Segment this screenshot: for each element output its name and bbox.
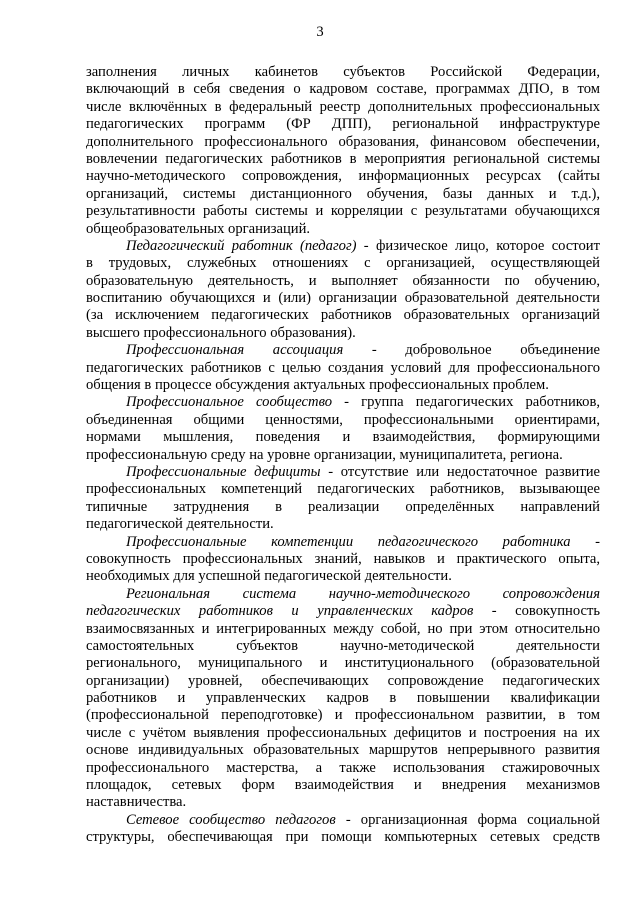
defined-term: Профессиональные дефициты <box>126 463 321 480</box>
text-line <box>86 134 600 151</box>
line-text: результативности работы системы и корреляции с результатами обучающихся <box>86 203 600 220</box>
line-text: (профессиональной переподготовке) и профессиональном развитии, в том <box>86 707 600 724</box>
line-text: структуры, обеспечивающая при помощи компьютерных сетевых средств <box>86 829 600 846</box>
line-text: совокупность профессиональных знаний, навыков и практического опыта, <box>86 550 600 567</box>
text-line <box>86 481 600 498</box>
line-text: взаимосвязанных и интегрированных между собой, но при этом относительно <box>86 620 600 637</box>
line-text: наставничества. <box>86 794 187 811</box>
line-text: в трудовых, служебных отношениях с организацией, осуществляющей <box>86 255 600 272</box>
text-line <box>86 742 600 759</box>
text-line <box>86 447 600 464</box>
defined-term: Педагогический работник (педагог) <box>126 237 357 254</box>
defined-term: педагогических работников и управленческих кадров <box>86 603 474 620</box>
text-line <box>86 360 600 377</box>
text-line <box>86 116 600 133</box>
text-line <box>86 186 600 203</box>
text-line <box>86 499 600 516</box>
paragraph <box>86 586 600 812</box>
line-text: педагогических программ (ФР ДПП), региональной инфраструктуре <box>86 116 600 133</box>
text-line <box>86 603 600 620</box>
paragraph <box>86 64 600 238</box>
defined-term: Профессиональная ассоциация <box>126 342 344 359</box>
text-line <box>86 394 600 411</box>
defined-term: Профессиональные компетенции педагогического работника <box>126 533 571 550</box>
line-text: - физическое лицо, которое состоит <box>356 237 600 254</box>
line-text: включающий в себя сведения о кадровом составе, программах ДПО, в том <box>86 81 600 98</box>
text-line <box>86 725 600 742</box>
line-text: - организационная форма социальной <box>335 811 600 828</box>
paragraph <box>86 534 600 586</box>
line-text: профессиональную среду на уровне организации, муниципалитета, региона. <box>86 446 563 463</box>
text-line <box>86 168 600 185</box>
text-line <box>86 429 600 446</box>
text-line <box>86 534 600 551</box>
text-line <box>86 655 600 672</box>
text-line <box>86 568 600 585</box>
line-text: заполнения личных кабинетов субъектов Российской Федерации, <box>86 64 600 80</box>
line-text: объединенная общими ценностями, профессиональными ориентирами, <box>86 411 600 428</box>
line-text: научно-методического сопровождения, информационных ресурсах (сайты <box>86 168 600 185</box>
line-text: организации) уровней, обеспечивающих сопровождение педагогических <box>86 672 600 689</box>
defined-term: Сетевое сообщество педагогов <box>126 811 336 828</box>
line-text: основе индивидуальных образовательных маршрутов непрерывного развития <box>86 742 600 759</box>
text-line <box>86 221 600 238</box>
text-line <box>86 586 600 603</box>
line-text: педагогической деятельности. <box>86 516 274 533</box>
line-text: площадок, сетевых форм взаимодействия и внедрения механизмов <box>86 777 600 794</box>
paragraph <box>86 394 600 464</box>
line-text: профессиональных компетенций педагогических работников, вызывающее <box>86 481 600 498</box>
text-line <box>86 412 600 429</box>
text-line <box>86 516 600 533</box>
text-line <box>86 464 600 481</box>
text-line <box>86 760 600 777</box>
text-line <box>86 638 600 655</box>
line-text: - группа педагогических работников, <box>332 394 600 411</box>
line-text: вовлечении педагогических работников в мероприятия региональной системы <box>86 150 600 167</box>
text-line <box>86 829 600 846</box>
defined-term: Региональная система научно-методического сопровождения <box>126 585 600 602</box>
line-text: - добровольное объединение <box>343 342 600 359</box>
line-text: организаций, системы дистанционного обучения, базы данных и т.д.), <box>86 185 600 202</box>
line-text: общеобразовательных организаций. <box>86 220 311 237</box>
text-line <box>86 99 600 116</box>
text-line <box>86 812 600 829</box>
text-line <box>86 707 600 724</box>
text-line <box>86 238 600 255</box>
paragraph <box>86 812 600 847</box>
paragraph <box>86 238 600 342</box>
line-text: воспитанию обучающихся и (или) организации образовательной деятельности <box>86 290 600 307</box>
line-text: общения в процессе обсуждения актуальных профессиональных проблем. <box>86 377 549 394</box>
line-text: - отсутствие или недостаточное развитие <box>320 463 600 480</box>
defined-term: Профессиональное сообщество <box>126 394 333 411</box>
line-text: числе с учётом выявления профессиональных дефицитов и построения на их <box>86 724 600 741</box>
text-line <box>86 81 600 98</box>
text-line <box>86 673 600 690</box>
line-text: необходимых для успешной педагогической деятельности. <box>86 568 452 585</box>
text-line <box>86 777 600 794</box>
text-line <box>86 203 600 220</box>
line-text: самостоятельных субъектов научно-методической деятельности <box>86 637 600 654</box>
line-text: (за исключением педагогических работников образовательных организаций <box>86 307 600 324</box>
text-line <box>86 273 600 290</box>
text-line <box>86 377 600 394</box>
text-line <box>86 325 600 342</box>
line-text: дополнительного профессионального образования, финансовом обеспечении, <box>86 133 600 150</box>
text-line <box>86 621 600 638</box>
document-body <box>86 64 600 847</box>
line-text: образовательную деятельность, и выполняет обязанности по обучению, <box>86 272 600 289</box>
line-text: высшего профессионального образования). <box>86 324 356 341</box>
text-line <box>86 290 600 307</box>
line-text: профессионального мастерства, а также использования стажировочных <box>86 759 600 776</box>
paragraph <box>86 342 600 394</box>
line-text: нормами мышления, поведения и взаимодействия, формирующими <box>86 429 600 446</box>
text-line <box>86 64 600 81</box>
text-line <box>86 690 600 707</box>
line-text: педагогических работников с целью создания условий для профессионального <box>86 359 600 376</box>
line-text: типичные затруднения в реализации определённых направлений <box>86 498 600 515</box>
text-line <box>86 794 600 811</box>
text-line <box>86 342 600 359</box>
text-line <box>86 551 600 568</box>
paragraph <box>86 464 600 534</box>
text-line <box>86 151 600 168</box>
page-number: 3 <box>316 24 324 40</box>
line-text: - <box>570 533 600 550</box>
text-line <box>86 307 600 324</box>
line-text: регионального, муниципального и институционального (образовательной <box>86 655 600 672</box>
line-text: работников и управленческих кадров в повышении квалификации <box>86 690 600 707</box>
text-line <box>86 255 600 272</box>
line-text: - совокупность <box>473 603 600 620</box>
line-text: числе включённых в федеральный реестр дополнительных профессиональных <box>86 98 600 115</box>
